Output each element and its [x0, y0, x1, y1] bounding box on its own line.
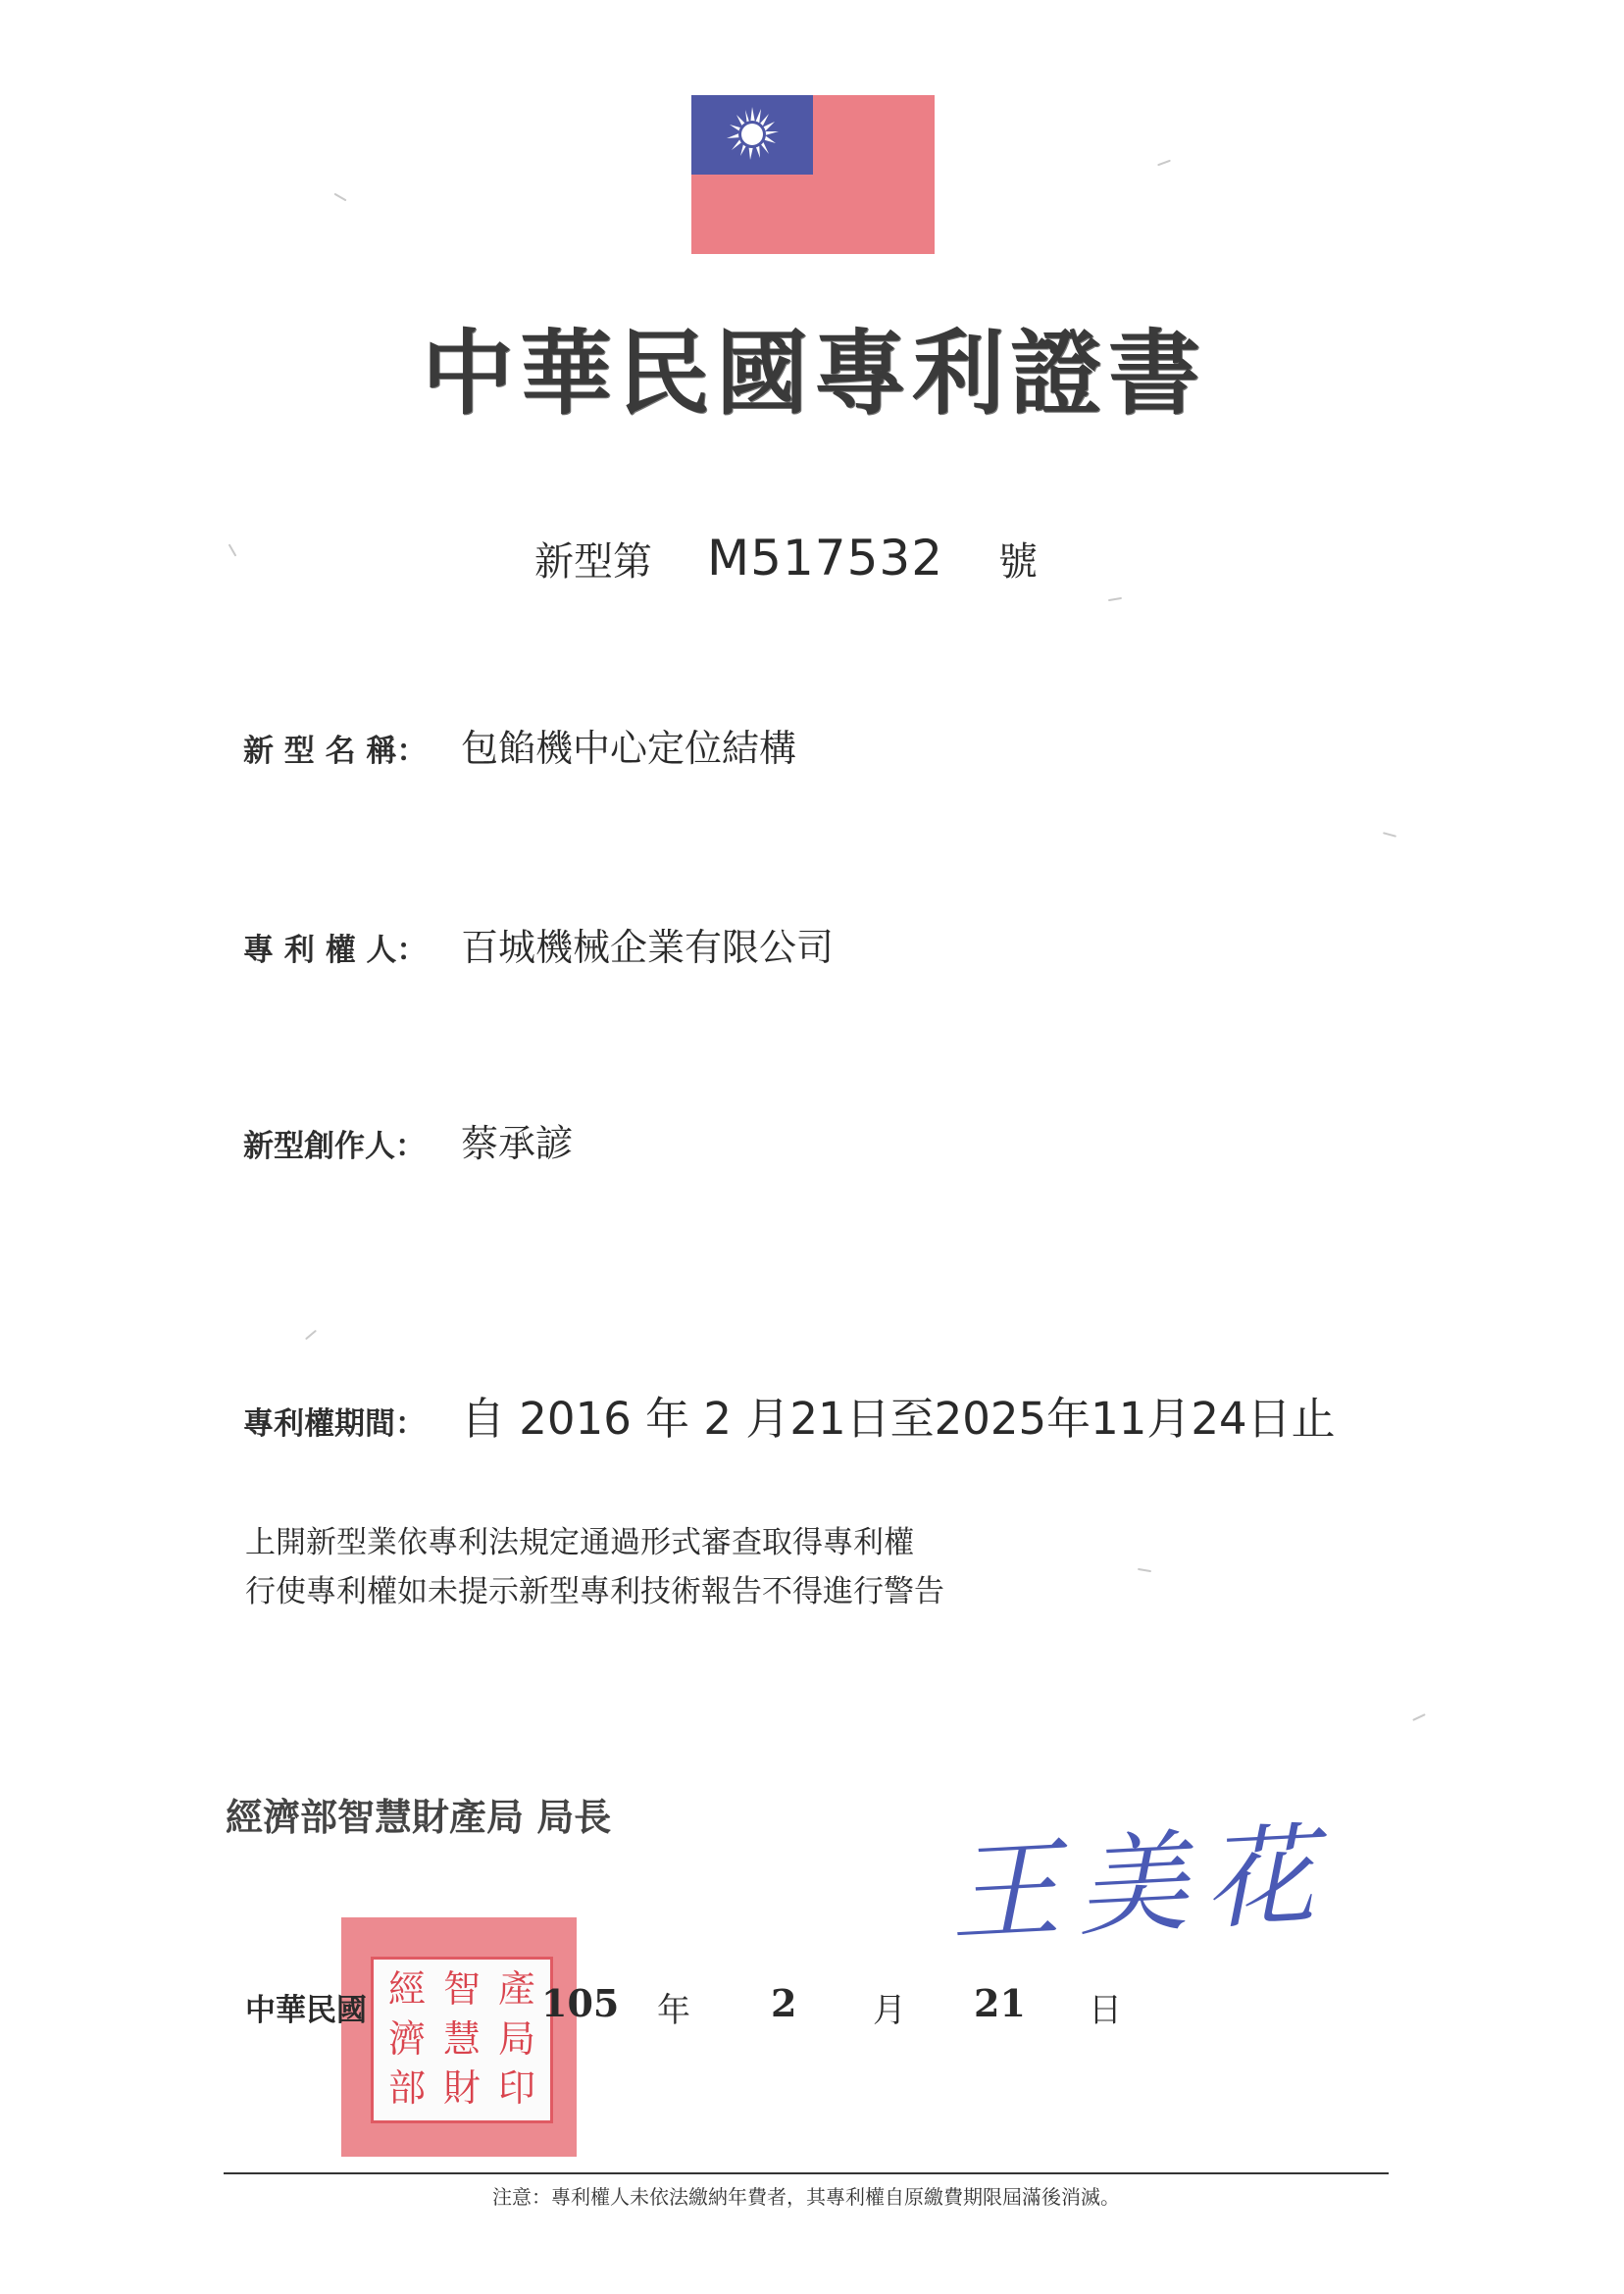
date-month: 2	[771, 1981, 797, 2025]
date-year: 105	[541, 1981, 620, 2025]
field-value-creator: 蔡承諺	[461, 1122, 574, 1165]
paper-speck	[228, 543, 237, 556]
paper-speck	[333, 193, 346, 202]
seal-char: 濟	[387, 2016, 426, 2061]
patent-number-prefix: 新型第	[534, 539, 652, 585]
national-flag	[691, 95, 935, 254]
certificate-title: 中華民國專利證書	[421, 320, 1206, 428]
director-signature: 王美花	[946, 1810, 1336, 1960]
footer-divider	[224, 2172, 1389, 2174]
patent-number: M517532	[707, 530, 944, 586]
paper-speck	[1383, 832, 1396, 838]
field-label-owner: 專 利 權 人：	[243, 933, 428, 968]
issue-date	[245, 1981, 1128, 2030]
field-value-name: 包餡機中心定位結構	[461, 727, 797, 770]
field-value-term: 自 2016 年 2 月21日至2025年11月24日止	[461, 1393, 1336, 1445]
field-value-owner: 百城機械企業有限公司	[461, 926, 835, 969]
date-day: 21	[974, 1981, 1026, 2025]
paper-speck	[1138, 1568, 1151, 1572]
seal-char: 財	[442, 2066, 481, 2111]
patent-number-line	[534, 530, 1038, 586]
seal-char: 慧	[442, 2016, 481, 2061]
seal-char: 產	[497, 1967, 535, 2011]
date-year-unit: 年	[657, 1991, 690, 2030]
seal-char: 部	[387, 2066, 426, 2111]
field-row-owner	[243, 917, 834, 971]
seal-char: 經	[387, 1967, 426, 2011]
date-prefix: 中華民國	[245, 1993, 367, 2028]
footer-note: 注意：專利權人未依法繳納年費者，其專利權自原繳費期限屆滿後消滅。	[492, 2185, 1120, 2209]
paper-speck	[305, 1330, 317, 1341]
field-row-term	[243, 1383, 1336, 1447]
issuer-title: 經濟部智慧財產局 局長	[226, 1795, 612, 1839]
paper-speck	[1157, 160, 1171, 167]
flag-canton	[691, 95, 813, 175]
date-day-unit: 日	[1089, 1991, 1122, 2030]
paper-speck	[1412, 1713, 1426, 1721]
field-row-creator	[243, 1113, 573, 1167]
notice-text	[245, 1518, 944, 1616]
field-label-name: 新 型 名 稱：	[243, 734, 428, 769]
patent-number-suffix: 號	[998, 539, 1039, 585]
date-month-unit: 月	[873, 1991, 906, 2030]
white-sun-icon	[691, 95, 813, 175]
notice-line-2: 行使專利權如未提示新型專利技術報告不得進行警告	[245, 1574, 944, 1609]
notice-line-1: 上開新型業依專利法規定通過形式審查取得專利權	[245, 1525, 914, 1560]
seal-char: 智	[442, 1967, 481, 2011]
field-label-creator: 新型創作人：	[243, 1129, 426, 1164]
seal-char: 印	[497, 2066, 535, 2111]
field-row-name	[243, 718, 796, 772]
seal-char: 局	[497, 2016, 535, 2061]
official-seal	[341, 1917, 577, 2157]
paper-speck	[1108, 597, 1122, 601]
field-label-term: 專利權期間：	[243, 1406, 426, 1442]
